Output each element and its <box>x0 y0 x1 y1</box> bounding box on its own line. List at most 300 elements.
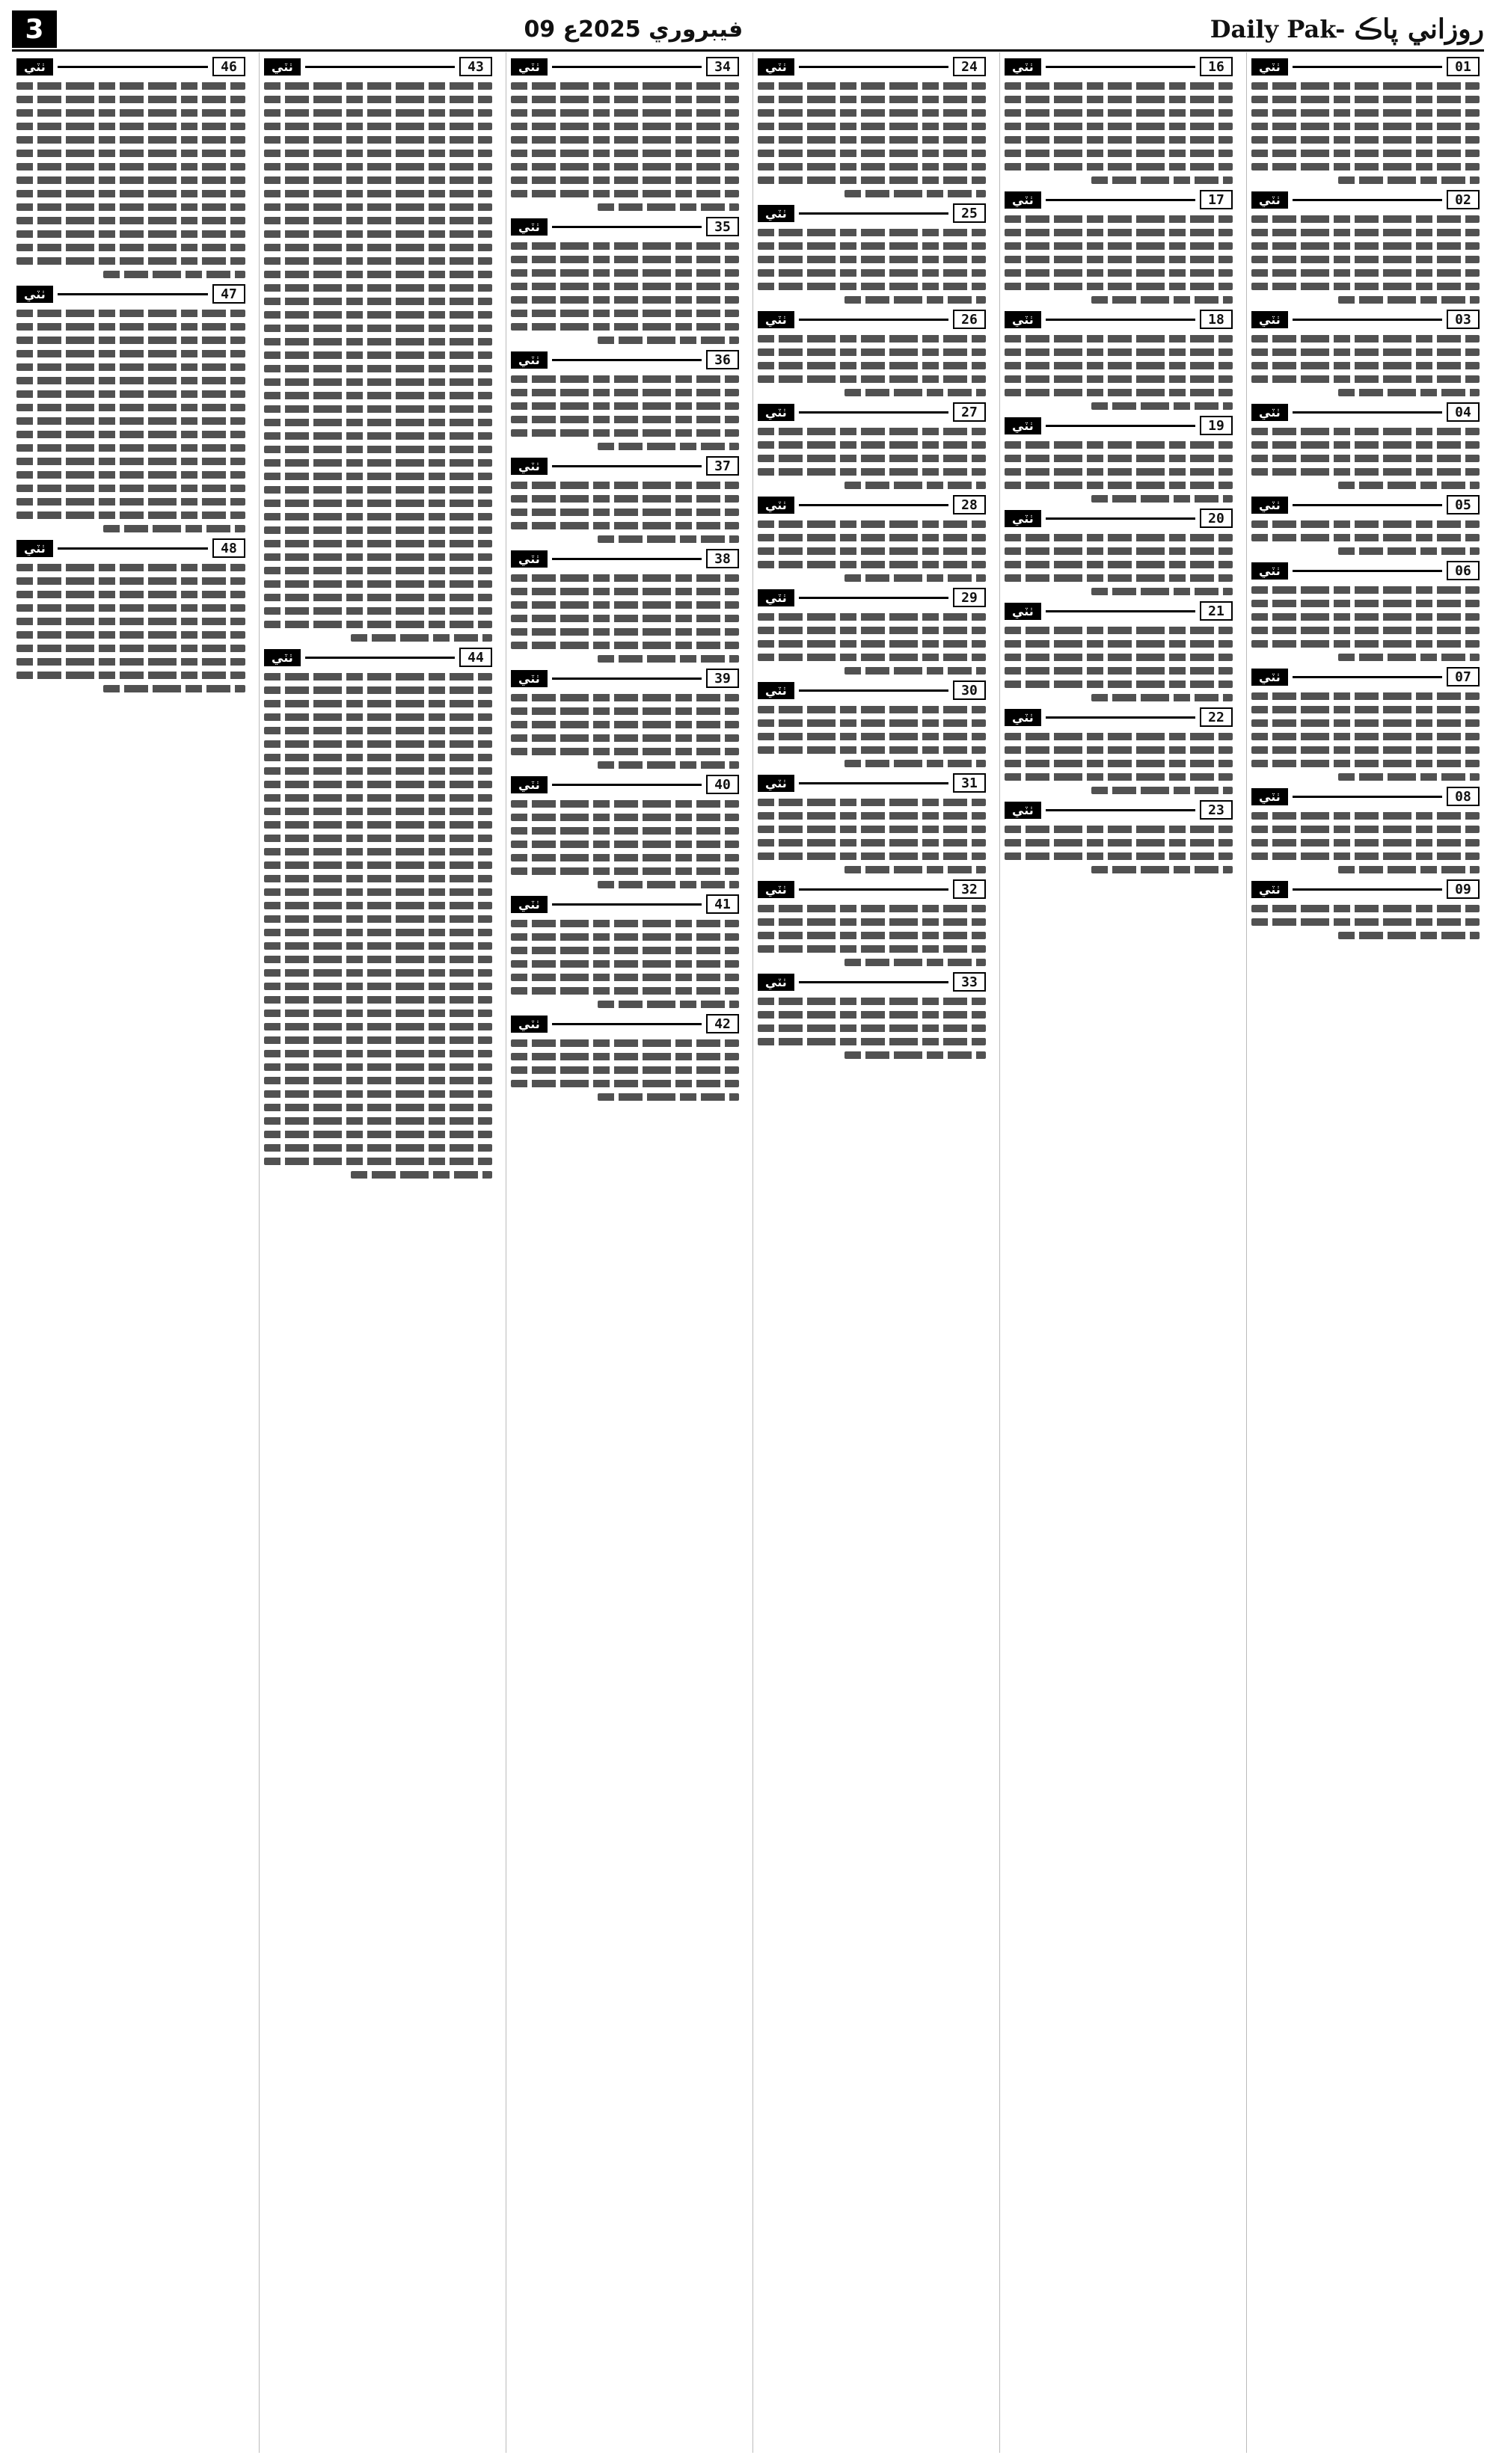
text-line <box>844 760 986 767</box>
brief-body <box>1251 812 1480 873</box>
brief-body <box>511 375 739 450</box>
text-line <box>1005 348 1233 356</box>
text-line <box>264 553 492 561</box>
brief-header <box>1251 561 1480 580</box>
text-line <box>16 431 245 438</box>
brief-number: 38 <box>706 549 739 568</box>
text-line <box>264 902 492 909</box>
text-line <box>351 1171 492 1179</box>
text-line <box>1251 852 1480 860</box>
text-line <box>511 933 739 941</box>
brief-body <box>511 242 739 344</box>
text-line <box>758 613 986 621</box>
text-line <box>264 1117 492 1125</box>
brief-header <box>758 972 986 992</box>
text-line <box>598 1093 739 1101</box>
brief-number: 06 <box>1447 561 1480 580</box>
dateline-label: ٺٽي <box>511 218 548 236</box>
text-line <box>1251 215 1480 223</box>
dateline-label: ٺٽي <box>511 1016 548 1033</box>
text-line <box>1005 547 1233 555</box>
text-line <box>758 1024 986 1032</box>
brief-number: 32 <box>953 879 986 899</box>
text-line <box>511 402 739 410</box>
brief-header <box>758 680 986 700</box>
text-line <box>758 283 986 290</box>
text-line <box>264 284 492 292</box>
text-line <box>758 96 986 103</box>
text-line <box>264 1158 492 1165</box>
text-line <box>758 109 986 117</box>
text-line <box>511 642 739 649</box>
text-line <box>511 416 739 423</box>
header-rule <box>552 678 702 680</box>
dateline-label: ٺٽي <box>16 286 53 303</box>
brief-header <box>758 402 986 422</box>
news-columns <box>12 52 1484 2453</box>
text-line <box>1251 534 1480 541</box>
text-line <box>103 271 245 278</box>
brief-body <box>1005 826 1233 873</box>
text-line <box>1338 296 1480 304</box>
dateline-label: ٺٽي <box>758 881 794 898</box>
text-line <box>511 522 739 529</box>
text-line <box>16 591 245 598</box>
text-line <box>511 827 739 835</box>
text-line <box>1251 613 1480 621</box>
page-number: 3 <box>12 10 57 48</box>
text-line <box>758 839 986 847</box>
text-line <box>598 881 739 888</box>
brief-body <box>511 82 739 211</box>
text-line <box>511 947 739 954</box>
text-line <box>758 706 986 713</box>
text-line <box>598 655 739 663</box>
text-line <box>264 1036 492 1044</box>
header-rule <box>799 782 948 784</box>
brief-header <box>758 310 986 329</box>
dateline-label: ٺٽي <box>1251 881 1288 898</box>
dateline-label: ٺٽي <box>758 589 794 606</box>
text-line <box>264 123 492 130</box>
text-line <box>511 1053 739 1060</box>
text-line <box>264 567 492 574</box>
text-line <box>758 269 986 277</box>
header-rule <box>1046 517 1195 520</box>
brief-number: 23 <box>1200 800 1233 820</box>
brief-body <box>1251 905 1480 939</box>
text-line <box>1005 455 1233 462</box>
text-line <box>264 740 492 748</box>
text-line <box>598 761 739 769</box>
text-line <box>16 377 245 384</box>
brief-number: 29 <box>953 588 986 607</box>
text-line <box>264 392 492 399</box>
news-column <box>506 52 744 2453</box>
brief-number: 18 <box>1200 310 1233 329</box>
text-line <box>1005 654 1233 661</box>
text-line <box>511 841 739 848</box>
text-line <box>511 482 739 489</box>
text-line <box>264 888 492 896</box>
brief-body <box>511 482 739 543</box>
text-line <box>1005 441 1233 449</box>
text-line <box>264 713 492 721</box>
brief-header <box>511 57 739 76</box>
text-line <box>511 136 739 144</box>
brief-number: 35 <box>706 217 739 236</box>
brief-body <box>511 574 739 663</box>
text-line <box>264 150 492 157</box>
text-line <box>103 685 245 692</box>
text-line <box>16 485 245 492</box>
brief-body <box>758 229 986 304</box>
text-line <box>264 1050 492 1057</box>
header-rule <box>1293 66 1442 68</box>
text-line <box>1005 773 1233 781</box>
text-line <box>1005 82 1233 90</box>
text-line <box>16 323 245 331</box>
text-line <box>16 404 245 411</box>
text-line <box>511 987 739 995</box>
header-rule <box>1293 199 1442 201</box>
text-line <box>1005 468 1233 476</box>
text-line <box>511 256 739 263</box>
text-line <box>758 441 986 449</box>
text-line <box>264 365 492 372</box>
brief-body <box>16 564 245 692</box>
text-line <box>511 123 739 130</box>
text-line <box>1005 561 1233 568</box>
brief-header <box>1005 707 1233 727</box>
brief-header <box>264 648 492 667</box>
dateline-label: ٺٽي <box>758 682 794 699</box>
text-line <box>1251 760 1480 767</box>
brief-header <box>1251 495 1480 514</box>
text-line <box>1251 520 1480 528</box>
text-line <box>264 580 492 588</box>
issue-date: 09 فيبروري 2025ع <box>524 16 744 43</box>
text-line <box>264 848 492 855</box>
brief-body <box>1251 215 1480 304</box>
brief-number: 44 <box>459 648 492 667</box>
text-line <box>264 794 492 802</box>
header-rule <box>1293 676 1442 678</box>
text-line <box>1005 375 1233 383</box>
text-line <box>1251 163 1480 170</box>
text-line <box>1091 176 1233 184</box>
brief-body <box>758 82 986 197</box>
brief-body <box>1005 627 1233 701</box>
brief-header <box>1251 190 1480 209</box>
text-line <box>264 673 492 680</box>
text-line <box>264 929 492 936</box>
text-line <box>16 618 245 625</box>
text-line <box>1005 229 1233 236</box>
text-line <box>16 471 245 479</box>
brief-header <box>511 1014 739 1033</box>
header-rule <box>552 903 702 906</box>
text-line <box>598 337 739 344</box>
text-line <box>511 707 739 715</box>
text-line <box>264 325 492 332</box>
text-line <box>16 176 245 184</box>
brief-header <box>1005 509 1233 528</box>
header-rule <box>799 504 948 506</box>
text-line <box>758 229 986 236</box>
brief-header <box>1251 667 1480 686</box>
header-rule <box>58 547 208 550</box>
text-line <box>844 574 986 582</box>
text-line <box>264 686 492 694</box>
brief-number: 22 <box>1200 707 1233 727</box>
text-line <box>264 915 492 923</box>
text-line <box>1005 269 1233 277</box>
header-rule <box>799 66 948 68</box>
text-line <box>1005 362 1233 369</box>
dateline-label: ٺٽي <box>511 550 548 568</box>
text-line <box>264 754 492 761</box>
brief-header <box>1005 57 1233 76</box>
brief-body <box>1251 335 1480 396</box>
text-line <box>1251 627 1480 634</box>
header-rule <box>1046 425 1195 427</box>
dateline-label: ٺٽي <box>1005 603 1041 620</box>
text-line <box>1251 109 1480 117</box>
text-line <box>511 176 739 184</box>
brief-header <box>758 495 986 514</box>
text-line <box>16 444 245 452</box>
text-line <box>16 82 245 90</box>
dateline-label: ٺٽي <box>758 205 794 222</box>
brief-number: 37 <box>706 456 739 476</box>
header-rule <box>1293 411 1442 414</box>
brief-number: 19 <box>1200 416 1233 435</box>
brief-number: 39 <box>706 669 739 688</box>
text-line <box>511 694 739 701</box>
text-line <box>758 428 986 435</box>
text-line <box>1251 812 1480 820</box>
text-line <box>16 109 245 117</box>
text-line <box>1091 296 1233 304</box>
text-line <box>1251 746 1480 754</box>
brief-body <box>1005 534 1233 595</box>
text-line <box>1251 150 1480 157</box>
dateline-label: ٺٽي <box>264 649 301 666</box>
dateline-label: ٺٽي <box>16 58 53 76</box>
text-line <box>264 298 492 305</box>
text-line <box>16 564 245 571</box>
text-line <box>1091 694 1233 701</box>
text-line <box>1091 588 1233 595</box>
dateline-label: ٺٽي <box>511 58 548 76</box>
brief-header <box>511 217 739 236</box>
text-line <box>1251 335 1480 342</box>
text-line <box>1005 150 1233 157</box>
text-line <box>511 269 739 277</box>
dateline-label: ٺٽي <box>1251 788 1288 805</box>
brief-number: 07 <box>1447 667 1480 686</box>
text-line <box>16 123 245 130</box>
text-line <box>16 150 245 157</box>
text-line <box>351 634 492 642</box>
text-line <box>511 389 739 396</box>
brief-number: 28 <box>953 495 986 514</box>
brand-english: Daily Pak- <box>1210 15 1346 43</box>
brief-number: 17 <box>1200 190 1233 209</box>
text-line <box>844 190 986 197</box>
text-line <box>1005 574 1233 582</box>
text-line <box>16 230 245 238</box>
text-line <box>264 136 492 144</box>
text-line <box>264 767 492 775</box>
text-line <box>511 82 739 90</box>
masthead <box>12 9 1484 52</box>
text-line <box>264 861 492 869</box>
text-line <box>598 535 739 543</box>
text-line <box>511 588 739 595</box>
text-line <box>511 190 739 197</box>
text-line <box>264 82 492 90</box>
text-line <box>1251 269 1480 277</box>
text-line <box>758 746 986 754</box>
text-line <box>758 520 986 528</box>
text-line <box>511 721 739 728</box>
text-line <box>264 513 492 520</box>
text-line <box>1091 787 1233 794</box>
text-line <box>1005 746 1233 754</box>
text-line <box>844 296 986 304</box>
header-rule <box>799 319 948 321</box>
brief-number: 20 <box>1200 509 1233 528</box>
text-line <box>264 311 492 319</box>
text-line <box>264 351 492 359</box>
header-rule <box>552 226 702 228</box>
brief-body <box>511 694 739 769</box>
text-line <box>16 310 245 317</box>
text-line <box>758 534 986 541</box>
brief-number: 26 <box>953 310 986 329</box>
text-line <box>758 335 986 342</box>
brief-body <box>758 706 986 767</box>
brief-header <box>1251 57 1480 76</box>
header-rule <box>1046 610 1195 612</box>
brief-header <box>1005 601 1233 621</box>
text-line <box>758 998 986 1005</box>
text-line <box>844 667 986 675</box>
brief-header <box>758 588 986 607</box>
text-line <box>1251 918 1480 926</box>
dateline-label: ٺٽي <box>758 974 794 991</box>
text-line <box>264 500 492 507</box>
text-line <box>16 672 245 679</box>
text-line <box>844 389 986 396</box>
text-line <box>758 150 986 157</box>
text-line <box>1251 706 1480 713</box>
brief-header <box>16 284 245 304</box>
text-line <box>758 852 986 860</box>
text-line <box>511 429 739 437</box>
header-rule <box>305 657 455 659</box>
text-line <box>1091 866 1233 873</box>
brief-number: 31 <box>953 773 986 793</box>
text-line <box>758 163 986 170</box>
text-line <box>103 525 245 532</box>
text-line <box>1251 123 1480 130</box>
text-line <box>1251 826 1480 833</box>
brief-number: 40 <box>706 775 739 794</box>
text-line <box>1251 692 1480 700</box>
dateline-label: ٺٽي <box>758 58 794 76</box>
text-line <box>1338 176 1480 184</box>
header-rule <box>552 66 702 68</box>
text-line <box>758 1011 986 1019</box>
text-line <box>511 867 739 875</box>
text-line <box>264 190 492 197</box>
header-rule <box>1293 570 1442 572</box>
text-line <box>264 996 492 1004</box>
dateline-label: ٺٽي <box>511 670 548 687</box>
text-line <box>16 217 245 224</box>
brand <box>1210 13 1484 45</box>
text-line <box>598 1001 739 1008</box>
brief-body <box>758 428 986 489</box>
header-rule <box>552 465 702 467</box>
brief-body <box>1005 215 1233 304</box>
brief-number: 05 <box>1447 495 1480 514</box>
text-line <box>758 348 986 356</box>
text-line <box>16 458 245 465</box>
text-line <box>1251 348 1480 356</box>
text-line <box>511 163 739 170</box>
text-line <box>264 217 492 224</box>
text-line <box>16 577 245 585</box>
brief-header <box>264 57 492 76</box>
header-rule <box>1293 888 1442 891</box>
dateline-label: ٺٽي <box>1251 191 1288 209</box>
text-line <box>758 242 986 250</box>
text-line <box>758 1038 986 1045</box>
text-line <box>1251 256 1480 263</box>
header-rule <box>799 689 948 692</box>
brief-header <box>511 894 739 914</box>
text-line <box>264 983 492 990</box>
brief-header <box>1005 416 1233 435</box>
dateline-label: ٺٽي <box>758 311 794 328</box>
text-line <box>16 498 245 506</box>
text-line <box>264 446 492 453</box>
text-line <box>1251 362 1480 369</box>
header-rule <box>1046 319 1195 321</box>
text-line <box>264 594 492 601</box>
dateline-label: ٺٽي <box>758 775 794 792</box>
text-line <box>264 1144 492 1152</box>
text-line <box>1005 760 1233 767</box>
text-line <box>1005 123 1233 130</box>
text-line <box>1251 96 1480 103</box>
text-line <box>264 257 492 265</box>
header-rule <box>1046 809 1195 811</box>
text-line <box>1251 905 1480 912</box>
text-line <box>844 1051 986 1059</box>
text-line <box>264 540 492 547</box>
dateline-label: ٺٽي <box>758 404 794 421</box>
header-rule <box>552 784 702 786</box>
dateline-label: ٺٽي <box>1251 404 1288 421</box>
text-line <box>264 378 492 386</box>
text-line <box>264 109 492 117</box>
dateline-label: ٺٽي <box>264 58 301 76</box>
